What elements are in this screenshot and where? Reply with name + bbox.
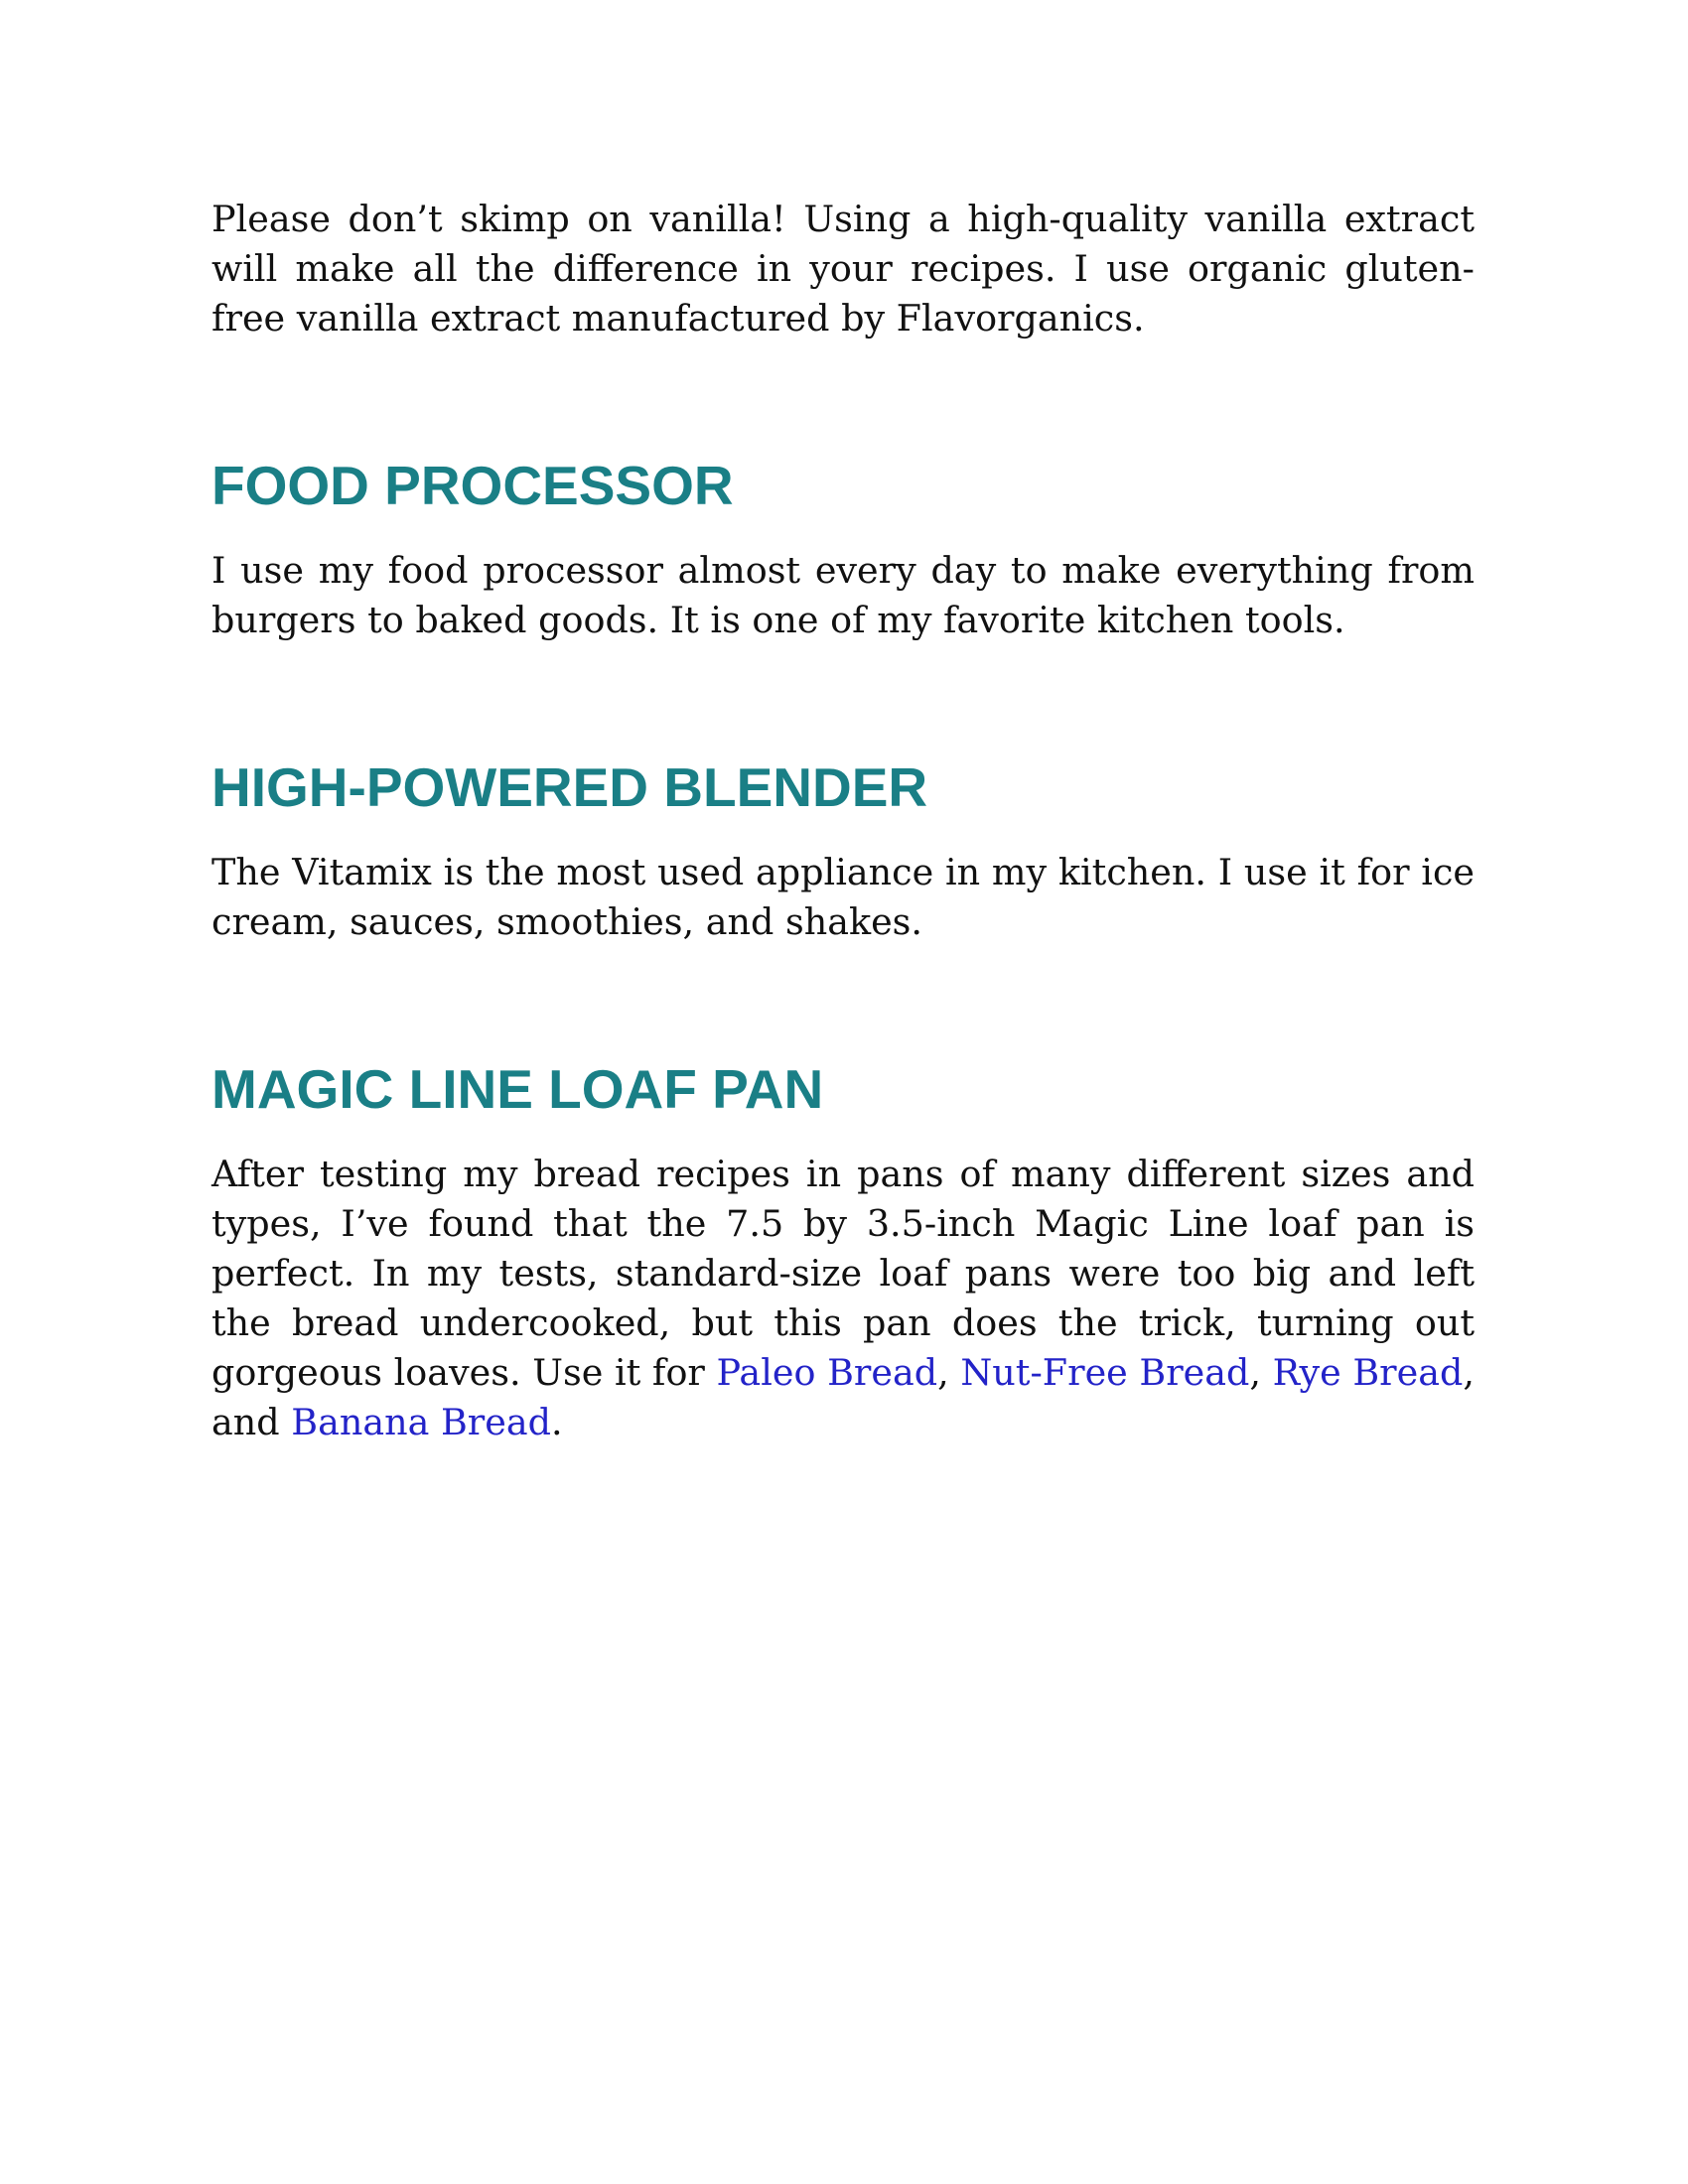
- loaf-pan-paragraph: [211, 1150, 1475, 1447]
- blender-paragraph: The Vitamix is the most used appliance in my kitchen. I use it for ice cream, sauces, smoothies, and shakes.: [211, 851, 1475, 943]
- paleo-bread-link[interactable]: Paleo Bread: [716, 1351, 938, 1394]
- loaf-pan-body-text: After testing my bread recipes in pans of many different sizes and types, I’ve found that the 7.5 by 3.5-inch Magic Line loaf pan is perfect. In my tests, standard-size loaf pans were too big and left the bread undercooked, but this pan does the trick, turning out gorgeous loaves. Use it for: [211, 1153, 1475, 1394]
- link-separator: ,: [1249, 1351, 1273, 1394]
- loaf-pan-heading: MAGIC LINE LOAF PAN: [211, 1058, 824, 1120]
- link-separator: ,: [937, 1351, 961, 1394]
- sentence-end: .: [550, 1401, 563, 1443]
- banana-bread-link[interactable]: Banana Bread: [291, 1401, 551, 1443]
- food-processor-heading: FOOD PROCESSOR: [211, 455, 734, 516]
- blender-heading: HIGH-POWERED BLENDER: [211, 756, 928, 818]
- rye-bread-link[interactable]: Rye Bread: [1272, 1351, 1464, 1394]
- nut-free-bread-link[interactable]: Nut-Free Bread: [960, 1351, 1250, 1394]
- vanilla-paragraph: Please don’t skimp on vanilla! Using a high-quality vanilla extract will make all the difference in your recipes. I use organic gluten-free vanilla extract manufactured by Flavorganics.: [211, 198, 1475, 340]
- document-page: [211, 195, 1475, 1447]
- link-separator: , and: [211, 1351, 1475, 1443]
- food-processor-paragraph: I use my food processor almost every day to make everything from burgers to baked goods. It is one of my favorite kitchen tools.: [211, 549, 1475, 641]
